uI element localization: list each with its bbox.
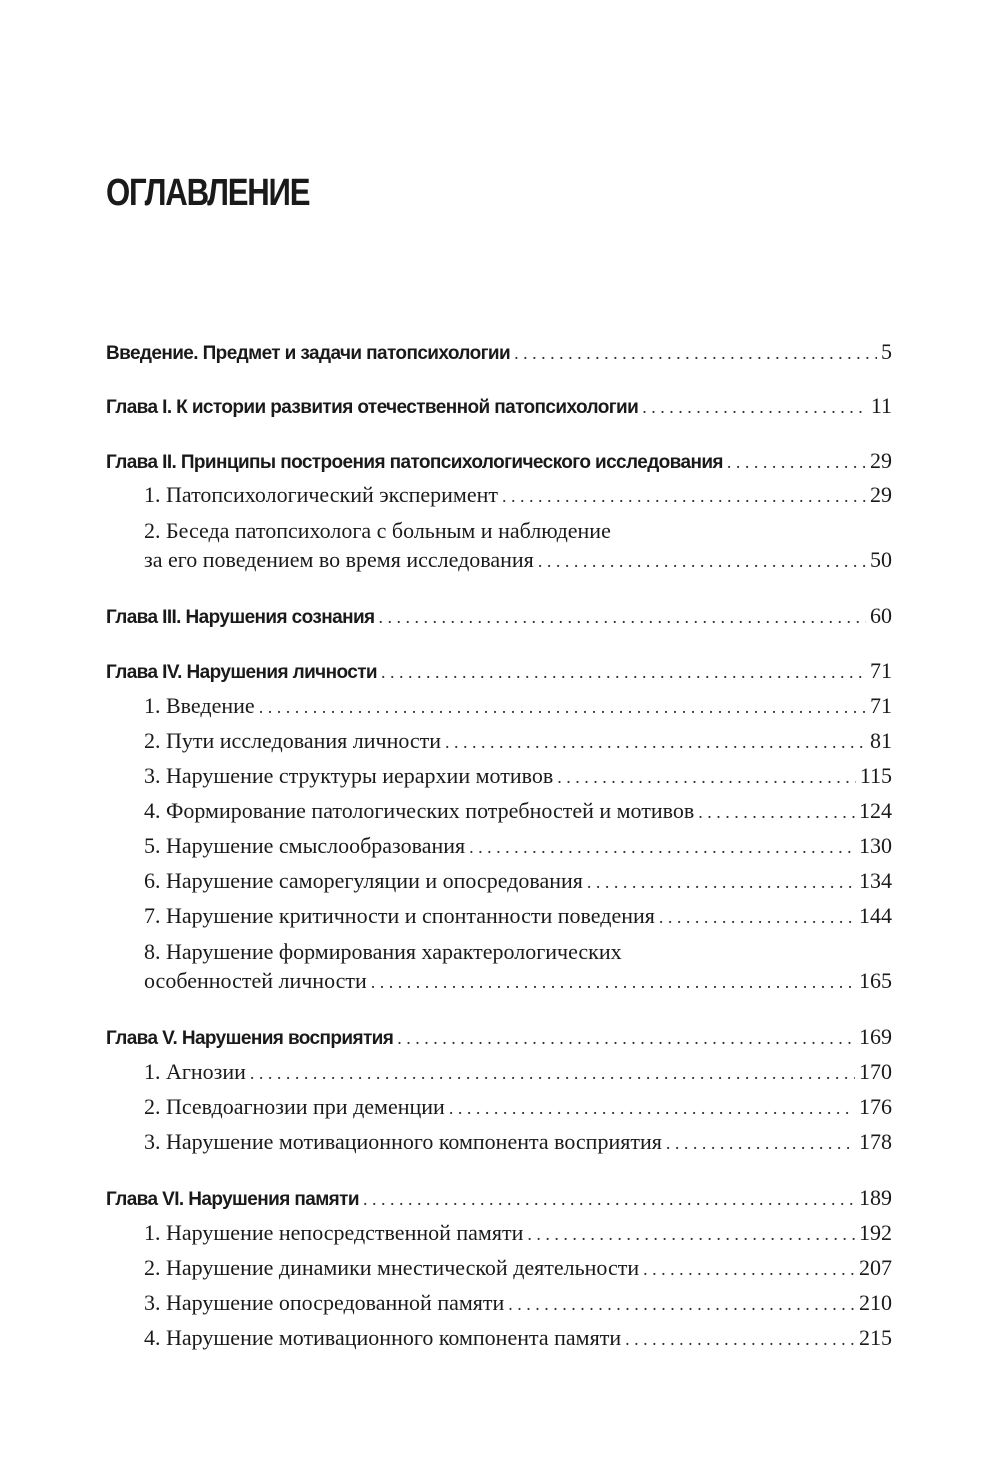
- toc-page-number: 207: [859, 1255, 892, 1280]
- toc-page-number: 60: [870, 603, 892, 628]
- toc-entry-label: 3. Нарушение структуры иерархии мотивов: [144, 763, 554, 788]
- toc-entry-section[interactable]: [144, 1129, 892, 1155]
- toc-entry-section[interactable]: [144, 763, 892, 789]
- toc-page-number: 81: [870, 728, 892, 753]
- toc-page-number: 176: [859, 1094, 892, 1119]
- toc-entry-chapter-4[interactable]: [106, 658, 892, 684]
- toc-entry-section[interactable]: [144, 482, 892, 508]
- dot-leader: [643, 1259, 855, 1280]
- toc-entry-section[interactable]: [144, 903, 892, 929]
- dot-leader: [642, 397, 867, 418]
- dot-leader: [397, 1028, 855, 1049]
- toc-entry-label: 1. Введение: [144, 693, 255, 718]
- toc-page-number: 169: [859, 1024, 892, 1049]
- toc-entry-label: Глава II. Принципы построения патопсихологического исследования: [106, 452, 723, 473]
- dot-leader: [363, 1189, 855, 1210]
- dot-leader: [625, 1329, 855, 1350]
- toc-entry-label-line2: особенностей личности: [144, 968, 367, 993]
- dot-leader: [381, 662, 866, 683]
- dot-leader: [502, 486, 866, 507]
- dot-leader: [527, 1224, 855, 1245]
- toc-entry-label: 3. Нарушение опосредованной памяти: [144, 1290, 505, 1315]
- dot-leader: [666, 1133, 855, 1154]
- toc-entry-section[interactable]: [144, 833, 892, 859]
- toc-entry-label: 4. Нарушение мотивационного компонента памяти: [144, 1325, 622, 1350]
- toc-entry-label: 2. Нарушение динамики мнестической деятельности: [144, 1255, 640, 1280]
- toc-page-number: 144: [859, 903, 892, 928]
- toc-page-number: 124: [859, 798, 892, 823]
- toc-entry-chapter-6[interactable]: [106, 1185, 892, 1211]
- toc-page-number: 134: [859, 868, 892, 893]
- toc-entry-label-line1[interactable]: 2. Беседа патопсихолога с больным и наблюдение: [144, 518, 611, 543]
- dot-leader: [538, 551, 866, 572]
- toc-entry-label: Глава I. К истории развития отечественной патопсихологии: [106, 397, 639, 418]
- dot-leader: [371, 972, 855, 993]
- toc-entry-chapter-2[interactable]: [106, 448, 892, 474]
- toc-entry-label: Глава IV. Нарушения личности: [106, 662, 378, 683]
- toc-entry-label: 7. Нарушение критичности и спонтанности поведения: [144, 903, 655, 928]
- dot-leader: [659, 907, 855, 928]
- dot-leader: [445, 732, 866, 753]
- toc-entry-label: 5. Нарушение смыслообразования: [144, 833, 466, 858]
- toc-page-number: 210: [859, 1290, 892, 1315]
- dot-leader: [449, 1098, 855, 1119]
- toc-entry-section[interactable]: [144, 728, 892, 754]
- toc-entry-label: 1. Агнозии: [144, 1059, 246, 1084]
- toc-entry-label: 1. Нарушение непосредственной памяти: [144, 1220, 524, 1245]
- dot-leader: [698, 802, 855, 823]
- toc-page-number: 165: [859, 968, 892, 993]
- toc-entry-label: 2. Пути исследования личности: [144, 728, 442, 753]
- toc-entry-label-line1[interactable]: 8. Нарушение формирования характерологических: [144, 939, 622, 964]
- dot-leader: [259, 697, 866, 718]
- toc-entry-chapter-3[interactable]: [106, 603, 892, 629]
- toc-entry-section[interactable]: [144, 968, 892, 994]
- toc-entry-label: 4. Формирование патологических потребностей и мотивов: [144, 798, 695, 823]
- toc-page-number: 170: [859, 1059, 892, 1084]
- toc-entry-section[interactable]: [144, 868, 892, 894]
- toc-entry-introduction[interactable]: [106, 339, 892, 365]
- toc-page-number: 71: [870, 658, 892, 683]
- toc-entry-chapter-5[interactable]: [106, 1024, 892, 1050]
- toc-entry-section[interactable]: [144, 693, 892, 719]
- toc-page-number: 71: [870, 693, 892, 718]
- toc-page-number: 192: [859, 1220, 892, 1245]
- toc-entry-section[interactable]: [144, 798, 892, 824]
- toc-entry-label: Глава III. Нарушения сознания: [106, 607, 375, 628]
- dot-leader: [508, 1294, 855, 1315]
- toc-entry-section[interactable]: [144, 1059, 892, 1085]
- toc-entry-label: 2. Псевдоагнозии при деменции: [144, 1094, 445, 1119]
- dot-leader: [250, 1063, 855, 1084]
- toc-entry-section[interactable]: [144, 1325, 892, 1351]
- toc-entry-section[interactable]: [144, 1290, 892, 1316]
- toc-entry-label: 1. Патопсихологический эксперимент: [144, 482, 498, 507]
- toc-entry-label-line2: за его поведением во время исследования: [144, 547, 534, 572]
- dot-leader: [514, 343, 877, 364]
- toc-entry-section[interactable]: [144, 547, 892, 573]
- toc-page-number: 130: [859, 833, 892, 858]
- toc-entry-chapter-1[interactable]: [106, 393, 892, 419]
- toc-page-number: 50: [870, 547, 892, 572]
- dot-leader: [557, 767, 856, 788]
- dot-leader: [587, 872, 855, 893]
- toc-page-number: 29: [870, 482, 892, 507]
- toc-page-number: 115: [859, 763, 892, 788]
- page-title: ОГЛАВЛЕНИЕ: [106, 172, 310, 214]
- toc-entry-label: Глава V. Нарушения восприятия: [106, 1028, 394, 1049]
- toc-page-number: 11: [870, 393, 892, 418]
- toc-page-number: 215: [859, 1325, 892, 1350]
- toc-entry-label: Введение. Предмет и задачи патопсихологии: [106, 343, 511, 364]
- toc-entry-label: Глава VI. Нарушения памяти: [106, 1189, 359, 1210]
- toc-page-number: 178: [859, 1129, 892, 1154]
- toc-entry-label: 6. Нарушение саморегуляции и опосредования: [144, 868, 583, 893]
- dot-leader: [727, 452, 866, 473]
- toc-page-number: 29: [870, 448, 892, 473]
- toc-page-number: 5: [881, 339, 892, 364]
- toc-entry-label: 3. Нарушение мотивационного компонента восприятия: [144, 1129, 662, 1154]
- toc-page-number: 189: [859, 1185, 892, 1210]
- toc-entry-section[interactable]: [144, 1220, 892, 1246]
- toc-entry-section[interactable]: [144, 1094, 892, 1120]
- toc-entry-section[interactable]: [144, 1255, 892, 1281]
- dot-leader: [379, 607, 866, 628]
- dot-leader: [469, 837, 855, 858]
